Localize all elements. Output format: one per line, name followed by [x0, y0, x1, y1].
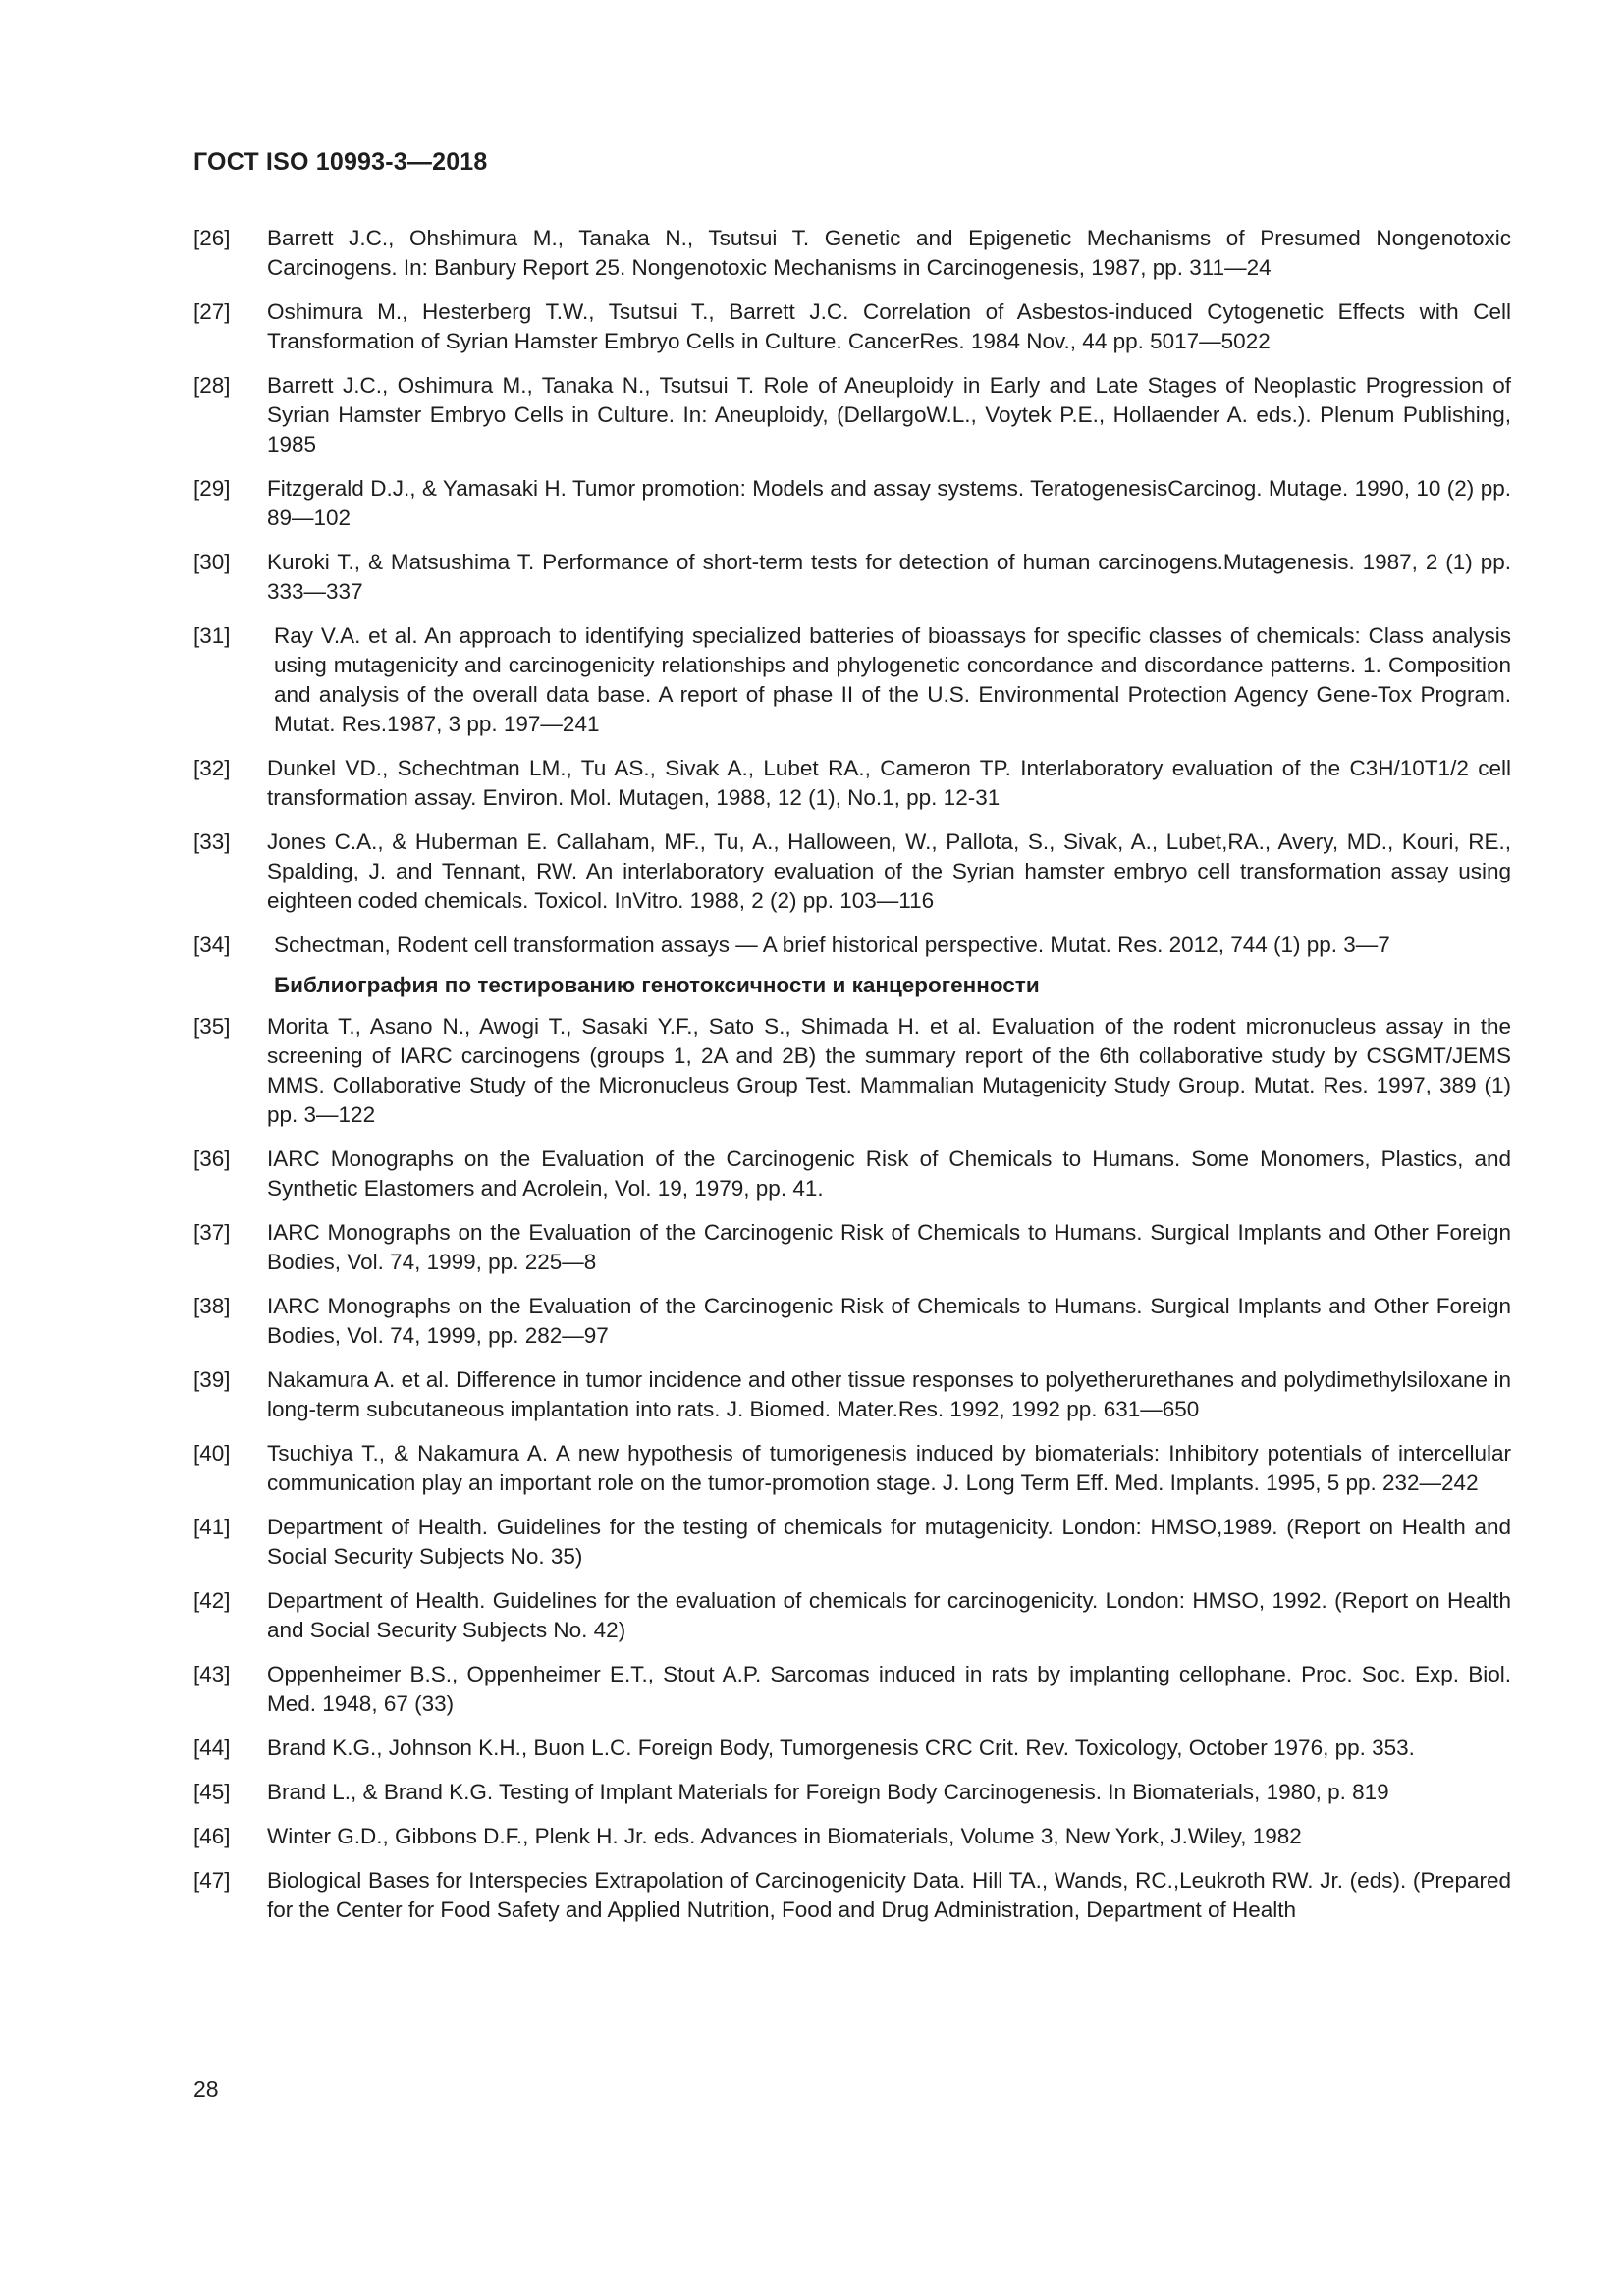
- reference-text: Brand L., & Brand K.G. Testing of Implant Materials for Foreign Body Carcinogenesis. In Biomaterials, 1980, p. 819: [267, 1780, 1389, 1804]
- reference-item: [193, 828, 1511, 916]
- reference-number: [27]: [193, 299, 231, 324]
- reference-item: [193, 1012, 1511, 1130]
- reference-item: [193, 931, 1511, 960]
- reference-number: [45]: [193, 1780, 231, 1804]
- reference-item: [193, 1866, 1511, 1925]
- reference-item: [193, 474, 1511, 533]
- reference-number: [30]: [193, 550, 231, 574]
- reference-text: Barrett J.C., Oshimura M., Tanaka N., Tsutsui T. Role of Aneuploidy in Early and Late Stages of Neoplastic Progression of Syrian Hamster Embryo Cells in Culture. In: Aneuploidy, (DellargoW.L., Voytek P.E., Hollaender A. eds.). Plenum Publishing, 1985: [267, 373, 1511, 456]
- reference-number: [34]: [193, 933, 231, 957]
- reference-text: Ray V.A. et al. An approach to identifying specialized batteries of bioassays for specific classes of chemicals: Class analysis using mutagenicity and carcinogenicity relationships and phylogenetic concordance and discordance patterns. 1. Composition and analysis of the overall data base. A report of phase II of the U.S. Environmental Protection Agency Gene-Tox Program. Mutat. Res.1987, 3 pp. 197—241: [274, 623, 1511, 736]
- reference-text: IARC Monographs on the Evaluation of the Carcinogenic Risk of Chemicals to Humans. Some Monomers, Plastics, and Synthetic Elastomers and Acrolein, Vol. 19, 1979, pp. 41.: [267, 1147, 1511, 1201]
- reference-item: [193, 1145, 1511, 1203]
- reference-text: Winter G.D., Gibbons D.F., Plenk H. Jr. eds. Advances in Biomaterials, Volume 3, New York, J.Wiley, 1982: [267, 1824, 1302, 1848]
- page-number: 28: [193, 2076, 219, 2102]
- reference-item: [193, 1822, 1511, 1851]
- reference-list-part1: [193, 224, 1511, 960]
- reference-item: [193, 1660, 1511, 1719]
- reference-item: [193, 1365, 1511, 1424]
- reference-number: [38]: [193, 1294, 231, 1318]
- reference-number: [29]: [193, 476, 231, 501]
- reference-item: [193, 224, 1511, 283]
- section-heading: Библиография по тестированию генотоксичности и канцерогенности: [274, 973, 1040, 997]
- reference-number: [47]: [193, 1868, 231, 1893]
- reference-item: [193, 1292, 1511, 1351]
- reference-number: [44]: [193, 1735, 231, 1760]
- reference-text: Schectman, Rodent cell transformation assays — A brief historical perspective. Mutat. Res. 2012, 744 (1) pp. 3—7: [274, 933, 1390, 957]
- reference-number: [40]: [193, 1441, 231, 1466]
- reference-item: [193, 621, 1511, 739]
- reference-text: Tsuchiya T., & Nakamura A. A new hypothesis of tumorigenesis induced by biomaterials: Inhibitory potentials of intercellular communication play an important role on the tumor-promotion stage. J. Long Term Eff. Med. Implants. 1995, 5 pp. 232—242: [267, 1441, 1511, 1495]
- reference-text: Oshimura M., Hesterberg T.W., Tsutsui T., Barrett J.C. Correlation of Asbestos-induced Cytogenetic Effects with Cell Transformation of Syrian Hamster Embryo Cells in Culture. CancerRes. 1984 Nov., 44 pp. 5017—5022: [267, 299, 1511, 353]
- reference-text: Fitzgerald D.J., & Yamasaki H. Tumor promotion: Models and assay systems. TeratogenesisCarcinog. Mutage. 1990, 10 (2) pp. 89—102: [267, 476, 1511, 530]
- reference-text: Barrett J.C., Ohshimura M., Tanaka N., Tsutsui T. Genetic and Epigenetic Mechanisms of Presumed Nongenotoxic Carcinogens. In: Banbury Report 25. Nongenotoxic Mechanisms in Carcinogenesis, 1987, pp. 311—24: [267, 226, 1511, 280]
- reference-list-part2: [193, 1012, 1511, 1925]
- reference-item: [193, 1734, 1511, 1763]
- reference-item: [193, 1218, 1511, 1277]
- reference-text: Nakamura A. et al. Difference in tumor incidence and other tissue responses to polyetherurethanes and polydimethylsiloxane in long-term subcutaneous implantation into rats. J. Biomed. Mater.Res. 1992, 1992 pp. 631—650: [267, 1367, 1511, 1421]
- reference-number: [36]: [193, 1147, 231, 1171]
- reference-text: Biological Bases for Interspecies Extrapolation of Carcinogenicity Data. Hill TA., Wands, RC.,Leukroth RW. Jr. (eds). (Prepared for the Center for Food Safety and Applied Nutrition, Food and Drug Administration, Department of Health: [267, 1868, 1511, 1922]
- reference-item: [193, 1778, 1511, 1807]
- reference-number: [46]: [193, 1824, 231, 1848]
- reference-number: [32]: [193, 756, 231, 780]
- reference-text: IARC Monographs on the Evaluation of the Carcinogenic Risk of Chemicals to Humans. Surgical Implants and Other Foreign Bodies, Vol. 74, 1999, pp. 282—97: [267, 1294, 1511, 1348]
- reference-number: [31]: [193, 623, 231, 648]
- reference-number: [39]: [193, 1367, 231, 1392]
- reference-text: Department of Health. Guidelines for the evaluation of chemicals for carcinogenicity. London: HMSO, 1992. (Report on Health and Social Security Subjects No. 42): [267, 1588, 1511, 1642]
- reference-item: [193, 548, 1511, 607]
- reference-text: Dunkel VD., Schechtman LM., Tu AS., Sivak A., Lubet RA., Cameron TP. Interlaboratory evaluation of the C3H/10T1/2 cell transformation assay. Environ. Mol. Mutagen, 1988, 12 (1), No.1, pp. 12-31: [267, 756, 1511, 810]
- reference-item: [193, 1586, 1511, 1645]
- bibliography: [193, 224, 1511, 1940]
- reference-text: Morita T., Asano N., Awogi T., Sasaki Y.F., Sato S., Shimada H. et al. Evaluation of the rodent micronucleus assay in the screening of IARC carcinogens (groups 1, 2A and 2B) the summary report of the 6th collaborative study by CSGMT/JEMS MMS. Collaborative Study of the Micronucleus Group Test. Mammalian Mutagenicity Study Group. Mutat. Res. 1997, 389 (1) pp. 3—122: [267, 1014, 1511, 1127]
- reference-text: Jones C.A., & Huberman E. Callaham, MF., Tu, A., Halloween, W., Pallota, S., Sivak, A., Lubet,RA., Avery, MD., Kouri, RE., Spalding, J. and Tennant, RW. An interlaboratory evaluation of the Syrian hamster embryo cell transformation assay using eighteen coded chemicals. Toxicol. InVitro. 1988, 2 (2) pp. 103—116: [267, 829, 1511, 913]
- reference-number: [33]: [193, 829, 231, 854]
- reference-number: [37]: [193, 1220, 231, 1245]
- reference-text: Brand K.G., Johnson K.H., Buon L.C. Foreign Body, Tumorgenesis CRC Crit. Rev. Toxicology, October 1976, pp. 353.: [267, 1735, 1415, 1760]
- reference-item: [193, 1513, 1511, 1572]
- reference-number: [28]: [193, 373, 231, 398]
- reference-item: [193, 754, 1511, 813]
- reference-number: [42]: [193, 1588, 231, 1613]
- reference-number: [26]: [193, 226, 231, 250]
- reference-number: [43]: [193, 1662, 231, 1686]
- reference-item: [193, 297, 1511, 356]
- reference-text: Oppenheimer B.S., Oppenheimer E.T., Stout A.P. Sarcomas induced in rats by implanting cellophane. Proc. Soc. Exp. Biol. Med. 1948, 67 (33): [267, 1662, 1511, 1716]
- reference-text: Department of Health. Guidelines for the testing of chemicals for mutagenicity. London: HMSO,1989. (Report on Health and Social Security Subjects No. 35): [267, 1515, 1511, 1569]
- reference-item: [193, 371, 1511, 459]
- reference-item: [193, 1439, 1511, 1498]
- reference-number: [41]: [193, 1515, 231, 1539]
- reference-text: IARC Monographs on the Evaluation of the Carcinogenic Risk of Chemicals to Humans. Surgical Implants and Other Foreign Bodies, Vol. 74, 1999, pp. 225—8: [267, 1220, 1511, 1274]
- reference-number: [35]: [193, 1014, 231, 1039]
- reference-text: Kuroki T., & Matsushima T. Performance of short-term tests for detection of human carcinogens.Mutagenesis. 1987, 2 (1) pp. 333—337: [267, 550, 1511, 604]
- document-header: ГОСТ ISO 10993-3—2018: [193, 148, 488, 176]
